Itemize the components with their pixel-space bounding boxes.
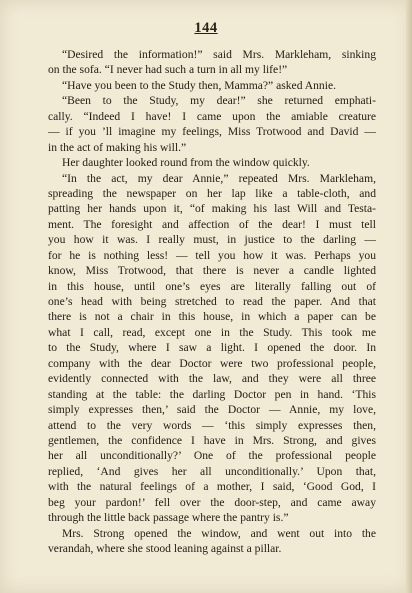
text-line: simply expresses then,’ said the Doctor — Annie, my love, <box>48 403 376 417</box>
text-line: “Desired the information!” said Mrs. Markleham, sinking <box>62 48 376 61</box>
text-line: Mrs. Strong opened the window, and went out into the <box>62 526 376 540</box>
text-line: “Have you been to the Study then, Mamma?” asked Annie. <box>62 78 336 92</box>
text-line: there is not a chair in this house, in which a paper can be <box>48 310 376 324</box>
text-line: standing at the table: the darling Doctor pen in hand. ‘This <box>48 387 376 401</box>
text-line: in the act of making his will.” <box>48 140 187 154</box>
text-line: — if you ’ll imagine my feelings, Miss Trotwood and David — <box>48 125 376 139</box>
text-line: to the Study, where I saw a light. I opened the door. In <box>48 341 376 355</box>
text-line: know, Miss Trotwood, that there is never a candle lighted <box>48 264 376 278</box>
text-line: you how it was. I really must, in justice to the darling — <box>48 233 376 247</box>
text-line: verandah, where she stood leaning against a pillar. <box>48 542 282 555</box>
text-line: Her daughter looked round from the window quickly. <box>62 156 310 170</box>
text-line: through the little back passage where the pantry is.” <box>48 511 289 525</box>
text-line: company with the dear Doctor were two professional people, <box>48 356 376 370</box>
text-line: ment. The foresight and affection of the dear! I must tell <box>48 217 376 231</box>
text-line: with the natural feelings of a mother, I said, ‘Good God, I <box>48 480 376 494</box>
text-line: gentlemen, the confidence I have in Mrs. Strong, and gives <box>48 433 376 447</box>
text-line: her all unconditionally?’ One of the professional people <box>48 449 376 463</box>
text-line: spreading the newspaper on her lap like a table-cloth, and <box>48 186 376 200</box>
text-line: evidently connected with the law, and they were all three <box>48 372 376 386</box>
text-line: attend to the very words — ‘this simply expresses then, <box>48 418 376 432</box>
text-line: “Been to the Study, my dear!” she returned emphati- <box>62 94 376 108</box>
page-number: 144 <box>194 20 218 36</box>
page-edge <box>406 0 412 593</box>
text-line: patting her hands upon it, “of making his last Will and Testa- <box>48 202 376 216</box>
text-line: replied, ‘And gives her all unconditionally.’ Upon that, <box>48 464 376 478</box>
text-line: for he is nothing less! — tell you how it was. Perhaps you <box>48 248 376 262</box>
text-line: on the sofa. “I never had such a turn in all my life!” <box>48 63 288 77</box>
text-line: in this house, until one’s eyes are literally falling out of <box>48 279 376 293</box>
text-line: beg your pardon!’ fell over the door-step, and came away <box>48 495 376 509</box>
text-line: one’s head with being stretched to read the paper. And that <box>48 295 376 308</box>
body-text <box>48 47 376 556</box>
text-line: cally. “Indeed I have! I came upon the amiable creature <box>48 109 376 123</box>
text-line: what I call, read, except one in the Study. This took me <box>48 325 376 339</box>
text-line: “In the act, my dear Annie,” repeated Mrs. Markleham, <box>62 171 376 185</box>
